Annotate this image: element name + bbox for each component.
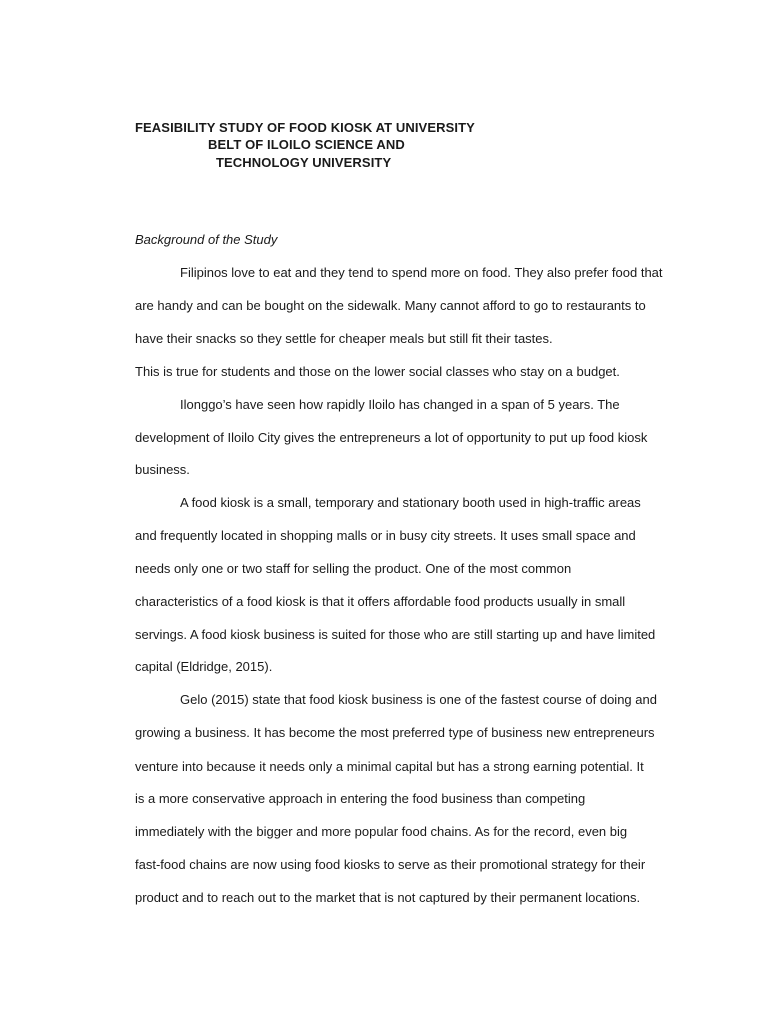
paragraph-line: needs only one or two staff for selling the product. One of the most common — [135, 561, 572, 576]
paragraph-line: characteristics of a food kiosk is that it offers affordable food products usually in small — [135, 594, 626, 609]
title-line-1: FEASIBILITY STUDY OF FOOD KIOSK AT UNIVERSITY — [135, 120, 475, 135]
paragraph-line: are handy and can be bought on the sidewalk. Many cannot afford to go to restaurants to — [135, 298, 646, 313]
paragraph-line: A food kiosk is a small, temporary and stationary booth used in high-traffic areas — [180, 495, 641, 510]
title-line-2: BELT OF ILOILO SCIENCE AND — [208, 137, 405, 152]
paragraph-line: Gelo (2015) state that food kiosk business is one of the fastest course of doing and — [180, 692, 657, 707]
paragraph-line: business. — [135, 462, 190, 477]
paragraph-line: is a more conservative approach in entering the food business than competing — [135, 791, 586, 806]
paragraph-line: growing a business. It has become the most preferred type of business new entrepreneurs — [135, 725, 655, 740]
paragraph-line: fast-food chains are now using food kiosks to serve as their promotional strategy for their — [135, 857, 646, 872]
paragraph-line: and frequently located in shopping malls or in busy city streets. It uses small space and — [135, 528, 636, 543]
paragraph-line: capital (Eldridge, 2015). — [135, 659, 273, 674]
paragraph-line: This is true for students and those on the lower social classes who stay on a budget. — [135, 364, 620, 379]
paragraph-line: venture into because it needs only a minimal capital but has a strong earning potential. It — [135, 759, 644, 774]
paragraph-line: Filipinos love to eat and they tend to spend more on food. They also prefer food that — [180, 265, 663, 280]
paragraph-line: servings. A food kiosk business is suited for those who are still starting up and have limited — [135, 627, 656, 642]
section-heading: Background of the Study — [135, 232, 278, 247]
paragraph-line: product and to reach out to the market that is not captured by their permanent locations. — [135, 890, 641, 905]
paragraph-line: immediately with the bigger and more popular food chains. As for the record, even big — [135, 824, 628, 839]
title-line-3: TECHNOLOGY UNIVERSITY — [216, 155, 392, 170]
paragraph-line: development of Iloilo City gives the entrepreneurs a lot of opportunity to put up food kiosk — [135, 430, 648, 445]
paragraph-line: Ilonggo’s have seen how rapidly Iloilo has changed in a span of 5 years. The — [180, 397, 620, 412]
paragraph-line: have their snacks so they settle for cheaper meals but still fit their tastes. — [135, 331, 553, 346]
